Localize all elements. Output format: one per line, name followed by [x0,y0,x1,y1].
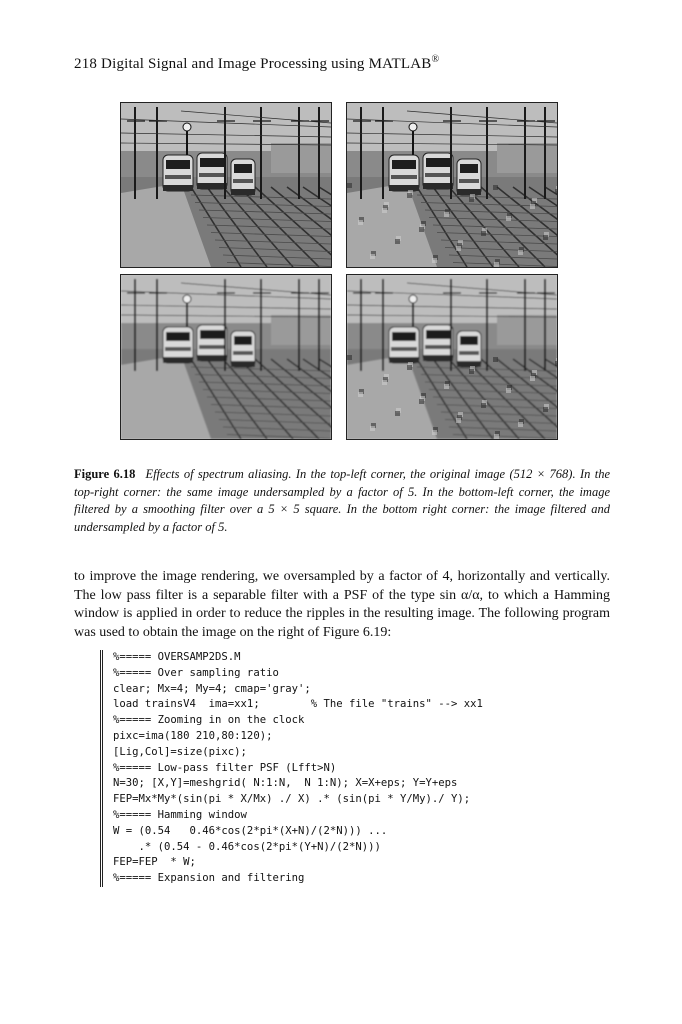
code-line: %===== Expansion and filtering [113,872,305,885]
code-line: load trainsV4 ima=xx1; % The file "trains" --> xx1 [113,698,483,711]
code-line: %===== Zooming in on the clock [113,714,305,727]
code-line: FEP=FEP * W; [113,856,196,869]
panel-filtered-undersampled-image [346,274,558,440]
station-photo [347,103,557,267]
code-line: FEP=Mx*My*(sin(pi * X/Mx) ./ X) .* (sin(pi * Y/My)./ Y); [113,793,471,806]
figure-6-18 [120,102,560,446]
station-photo [347,275,557,439]
panel-undersampled-image [346,102,558,268]
code-line: clear; Mx=4; My=4; cmap='gray'; [113,682,311,695]
panel-smoothed-image [120,274,332,440]
trademark-symbol: ® [431,54,440,65]
code-line: %===== Over sampling ratio [113,666,279,679]
running-head [74,54,439,73]
panel-original-image [120,102,332,268]
figure-label: Figure 6.18 [74,467,136,481]
body-paragraph: to improve the image rendering, we oversampled by a factor of 4, horizontally and vertically. The low pass filter is a separable filter with a PSF of the type sin α/α, to which a Hamming window is applied in order to reduce the ripples in the resulting image. The following program was used to obtain the image on the right of Figure 6.19: [74,569,610,640]
figure-caption [74,466,610,536]
code-line: .* (0.54 - 0.46*cos(2*pi*(Y+N)/(2*N))) [113,840,381,853]
code-listing [100,650,583,887]
code-line: N=30; [X,Y]=meshgrid( N:1:N, N 1:N); X=X+eps; Y=Y+eps [113,777,458,790]
code-line: %===== OVERSAMP2DS.M [113,651,241,663]
code-line: %===== Hamming window [113,808,247,821]
station-photo [121,275,331,439]
station-photo [121,103,331,267]
code-line: %===== Low-pass filter PSF (Lfft>N) [113,761,337,774]
code-line: pixc=ima(180 210,80:120); [113,729,273,742]
code-line: W = (0.54 0.46*cos(2*pi*(X+N)/(2*N))) ... [113,824,388,837]
code-line: [Lig,Col]=size(pixc); [113,745,247,758]
running-head-text: 218 Digital Signal and Image Processing using MATLAB [74,56,432,72]
caption-text: Effects of spectrum aliasing. In the top-left corner, the original image (512 × 768). In the top-right corner: the same image undersampled by a factor of 5. In the bottom-left corner, the image filtered by a smoothing filter over a 5 × 5 square. In the bottom right corner: the image filtered and undersampled by a factor of 5. [74,467,610,534]
